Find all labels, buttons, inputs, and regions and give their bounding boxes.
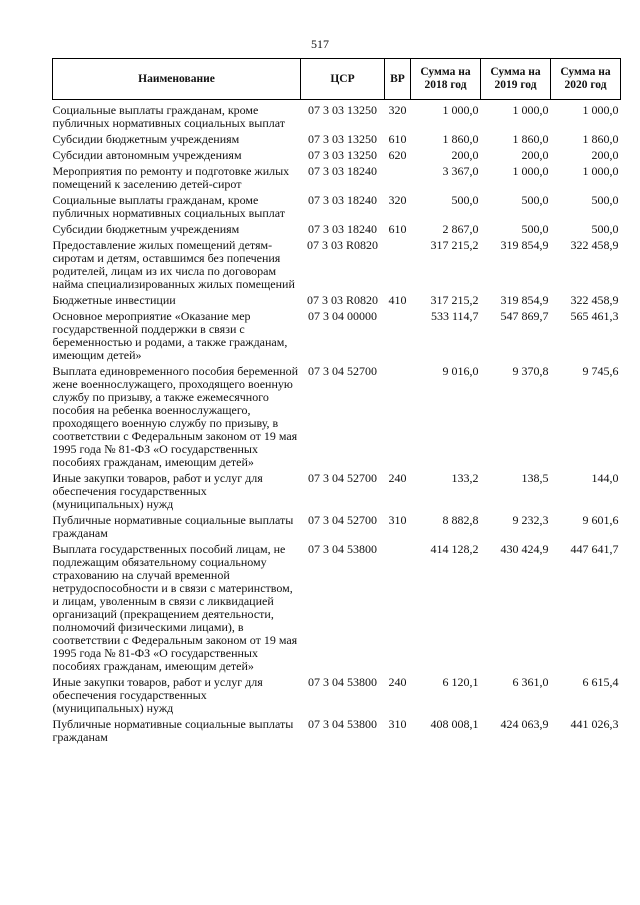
header-name: Наименование [53,59,301,100]
row-sum-2020: 565 461,3 [570,309,619,323]
row-sum-2018: 200,0 [451,148,479,162]
table-row [53,513,621,542]
row-csr: 07 3 03 18240 [308,222,377,236]
row-name: Выплата государственных пособий лицам, не подлежащим обязательному социальному страхованию на случай временной нетрудоспособности и в связи с материнством, и лицам, уволенным в связи с ликвидацией организаций (прекращением деятельности, полномочий физическими лицами), в соответствии с Федеральным законом от 19 мая 1995 года № 81-ФЗ «О государственных пособиях гражданам, имеющим детей» [52,542,298,673]
row-csr: 07 3 04 00000 [308,309,377,323]
row-sum-2019: 500,0 [521,193,549,207]
row-name: Публичные нормативные социальные выплаты гражданам [52,717,294,744]
row-sum-2019: 9 370,8 [512,364,549,378]
header-sum-2019: Сумма на 2019 год [481,59,551,100]
table-row [53,717,621,746]
row-sum-2020: 1 000,0 [582,164,619,178]
row-csr: 07 3 04 53800 [308,675,377,689]
row-vr [385,542,411,675]
row-sum-2020: 500,0 [591,193,619,207]
row-csr: 07 3 04 52700 [308,364,377,378]
row-csr: 07 3 03 13250 [308,103,377,117]
header-sum-2018: Сумма на 2018 год [411,59,481,100]
row-csr: 07 3 03 18240 [308,193,377,207]
row-sum-2019: 138,5 [521,471,549,485]
row-name: Иные закупки товаров, работ и услуг для обеспечения государственных (муниципальных) нужд [52,471,263,511]
table-row [53,222,621,238]
row-name: Основное мероприятие «Оказание мер государственной поддержки в связи с беременностью и родами, а также гражданам, имеющим детей» [52,309,288,362]
row-sum-2018: 414 128,2 [430,542,479,556]
row-vr: 610 [388,222,407,236]
row-vr [385,309,411,364]
row-vr [385,238,411,293]
row-vr: 410 [388,293,407,307]
row-vr: 240 [388,675,407,689]
row-sum-2018: 317 215,2 [430,293,479,307]
row-sum-2019: 430 424,9 [500,542,549,556]
row-sum-2018: 317 215,2 [430,238,479,252]
row-vr: 610 [388,132,407,146]
row-csr: 07 3 03 13250 [308,148,377,162]
table-row [53,364,621,471]
row-sum-2018: 1 860,0 [442,132,479,146]
row-vr: 310 [388,513,407,527]
table-row [53,132,621,148]
row-sum-2020: 9 745,6 [582,364,619,378]
row-sum-2018: 1 000,0 [442,103,479,117]
row-vr: 320 [388,103,407,117]
row-sum-2019: 500,0 [521,222,549,236]
row-sum-2019: 1 860,0 [512,132,549,146]
row-sum-2020: 6 615,4 [582,675,619,689]
table-header [53,59,621,100]
row-sum-2018: 8 882,8 [442,513,479,527]
row-sum-2019: 319 854,9 [500,293,549,307]
page-number: 517 [311,37,329,51]
row-sum-2020: 322 458,9 [570,238,619,252]
row-sum-2018: 2 867,0 [442,222,479,236]
row-sum-2020: 441 026,3 [570,717,619,731]
row-sum-2018: 3 367,0 [442,164,479,178]
row-sum-2020: 9 601,6 [582,513,619,527]
table-row [53,309,621,364]
row-vr [385,164,411,193]
row-sum-2018: 6 120,1 [442,675,479,689]
row-name: Субсидии бюджетным учреждениям [52,132,240,146]
row-name: Бюджетные инвестиции [52,293,176,307]
row-sum-2019: 319 854,9 [500,238,549,252]
table-row [53,148,621,164]
table-row [53,675,621,717]
row-csr: 07 3 03 18240 [308,164,377,178]
header-sum-2020: Сумма на 2020 год [551,59,621,100]
row-sum-2019: 1 000,0 [512,164,549,178]
table-row [53,293,621,309]
table-row [53,542,621,675]
row-csr: 07 3 03 13250 [308,132,377,146]
row-name: Мероприятия по ремонту и подготовке жилых помещений к заселению детей-сирот [52,164,290,191]
row-name: Субсидии бюджетным учреждениям [52,222,240,236]
row-name: Иные закупки товаров, работ и услуг для обеспечения государственных (муниципальных) нужд [52,675,263,715]
row-sum-2019: 200,0 [521,148,549,162]
table-row [53,471,621,513]
table-row [53,193,621,222]
header-csr: ЦСР [301,59,385,100]
row-csr: 07 3 04 52700 [308,513,377,527]
row-vr: 320 [388,193,407,207]
row-sum-2020: 500,0 [591,222,619,236]
row-csr: 07 3 03 R0820 [306,238,378,252]
row-vr [385,364,411,471]
row-sum-2020: 447 641,7 [570,542,619,556]
row-vr: 310 [388,717,407,731]
row-sum-2018: 408 008,1 [430,717,479,731]
row-csr: 07 3 04 53800 [308,542,377,556]
table-row [53,238,621,293]
row-csr: 07 3 03 R0820 [306,293,378,307]
row-sum-2019: 9 232,3 [512,513,549,527]
row-sum-2019: 547 869,7 [500,309,549,323]
row-name: Публичные нормативные социальные выплаты гражданам [52,513,294,540]
row-name: Субсидии автономным учреждениям [52,148,242,162]
row-vr: 620 [388,148,407,162]
table-body [53,100,621,747]
row-sum-2020: 1 860,0 [582,132,619,146]
budget-table [52,58,621,746]
row-name: Социальные выплаты гражданам, кроме публичных нормативных социальных выплат [52,193,286,220]
header-vr: ВР [385,59,411,100]
row-sum-2020: 322 458,9 [570,293,619,307]
row-csr: 07 3 04 52700 [308,471,377,485]
row-sum-2020: 1 000,0 [582,103,619,117]
row-sum-2019: 6 361,0 [512,675,549,689]
row-sum-2019: 424 063,9 [500,717,549,731]
row-sum-2018: 500,0 [451,193,479,207]
table-row [53,164,621,193]
row-sum-2019: 1 000,0 [512,103,549,117]
row-name: Предоставление жилых помещений детям-сиротам и детям, оставшимся без попечения родителей, лицам из их числа по договорам найма специализированных жилых помещений [52,238,295,291]
row-name: Социальные выплаты гражданам, кроме публичных нормативных социальных выплат [52,103,286,130]
row-sum-2020: 144,0 [591,471,619,485]
row-sum-2018: 133,2 [451,471,479,485]
row-sum-2018: 9 016,0 [442,364,479,378]
row-vr: 240 [388,471,407,485]
row-sum-2020: 200,0 [591,148,619,162]
row-sum-2018: 533 114,7 [430,309,479,323]
table-row [53,100,621,133]
row-csr: 07 3 04 53800 [308,717,377,731]
row-name: Выплата единовременного пособия беременной жене военнослужащего, проходящего военную службу по призыву, а также ежемесячного пособия на ребенка военнослужащего, проходящего военную службу по призыву, в соответствии с Федеральным законом от 19 мая 1995 года № 81-ФЗ «О государственных пособиях гражданам, имеющим детей» [52,364,299,469]
